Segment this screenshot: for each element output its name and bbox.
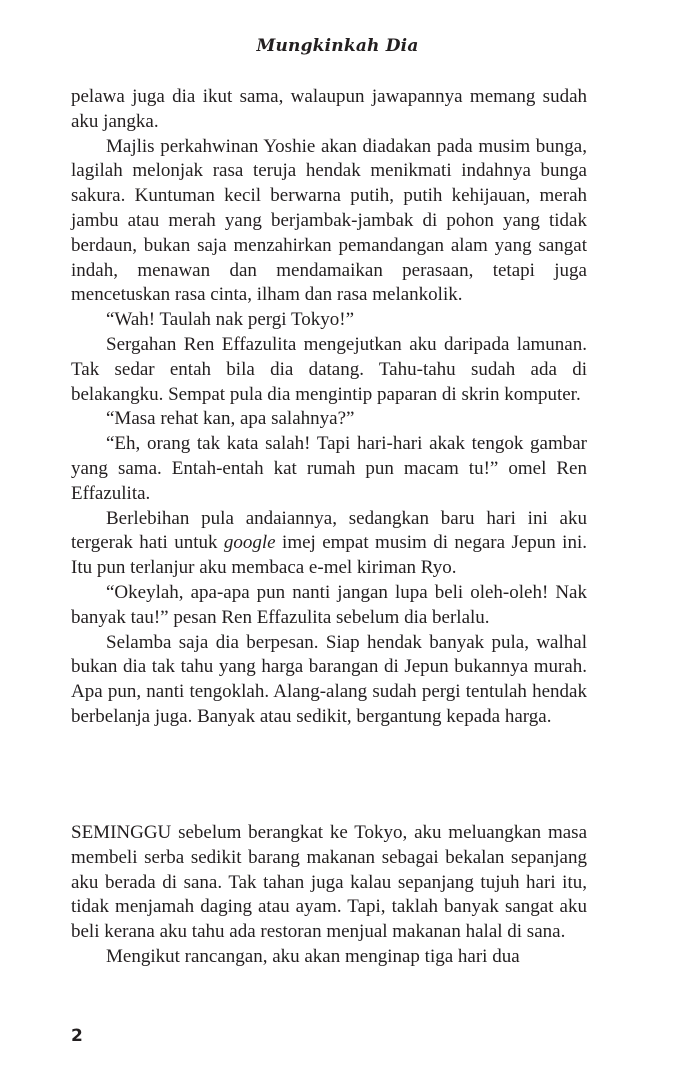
running-title: Mungkinkah Dia bbox=[256, 36, 419, 56]
dialogue-paragraph: “Masa rehat kan, apa salahnya?” bbox=[106, 408, 355, 430]
text-run: imej empat musim di negara Jepun ini. Itu pun terlanjur aku membaca e-mel kiriman Ryo. bbox=[71, 532, 587, 579]
paragraph: Majlis perkahwinan Yoshie akan diadakan pada musim bunga, lagilah melonjak rasa teruja hendak menikmati indahnya bunga sakura. Kuntuman kecil berwarna putih, putih kehijauan, merah jambu atau merah yang berjambak-jambak di pohon yang tidak berdaun, bukan saja menzahirkan pemandangan alam yang sangat indah, menawan dan mendamaikan perasaan, tetapi juga mencetuskan rasa cinta, ilham dan rasa melankolik. bbox=[71, 135, 587, 306]
italic-word: google bbox=[223, 532, 276, 554]
section-opening-paragraph: SEMINGGU sebelum berangkat ke Tokyo, aku meluangkan masa membeli serba sedikit barang makanan sebagai bekalan sepanjang aku berada di sana. Tak tahan juga kalau sepanjang tujuh hari itu, tidak menjamah daging atau ayam. Tapi, taklah banyak sangat aku beli kerana aku tahu ada restoran menjual makanan halal di sana. bbox=[71, 822, 587, 943]
page-number: 2 bbox=[71, 1026, 83, 1046]
paragraph: Selamba saja dia berpesan. Siap hendak banyak pula, walhal bukan dia tak tahu yang harga barangan di Jepun bukannya murah. Apa pun, nanti tengoklah. Alang-alang sudah pergi tentulah hendak berbelanja juga. Banyak atau sedikit, bergantung kepada harga. bbox=[71, 631, 587, 727]
paragraph bbox=[71, 507, 587, 581]
paragraph-continued: pelawa juga dia ikut sama, walaupun jawapannya memang sudah aku jangka. bbox=[71, 86, 587, 132]
paragraph: Sergahan Ren Effazulita mengejutkan aku daripada lamunan. Tak sedar entah bila dia datang. Tahu-tahu sudah ada di belakangku. Sempat pula dia mengintip paparan di skrin komputer. bbox=[71, 333, 587, 405]
body-text-section-2 bbox=[71, 821, 587, 970]
dialogue-paragraph: “Eh, orang tak kata salah! Tapi hari-hari akak tengok gambar yang sama. Entah-entah kat rumah pun macam tu!” omel Ren Effazulita. bbox=[71, 433, 587, 504]
dialogue-paragraph: “Wah! Taulah nak pergi Tokyo!” bbox=[106, 309, 355, 331]
text-run: Berlebihan pula andaiannya, sedangkan baru hari ini aku tergerak hati untuk bbox=[71, 507, 587, 554]
body-text-section-1 bbox=[71, 85, 587, 730]
dialogue-paragraph: “Okeylah, apa-apa pun nanti jangan lupa beli oleh-oleh! Nak banyak tau!” pesan Ren Effazulita sebelum dia berlalu. bbox=[71, 581, 587, 628]
paragraph: Mengikut rancangan, aku akan menginap tiga hari dua bbox=[106, 945, 520, 967]
